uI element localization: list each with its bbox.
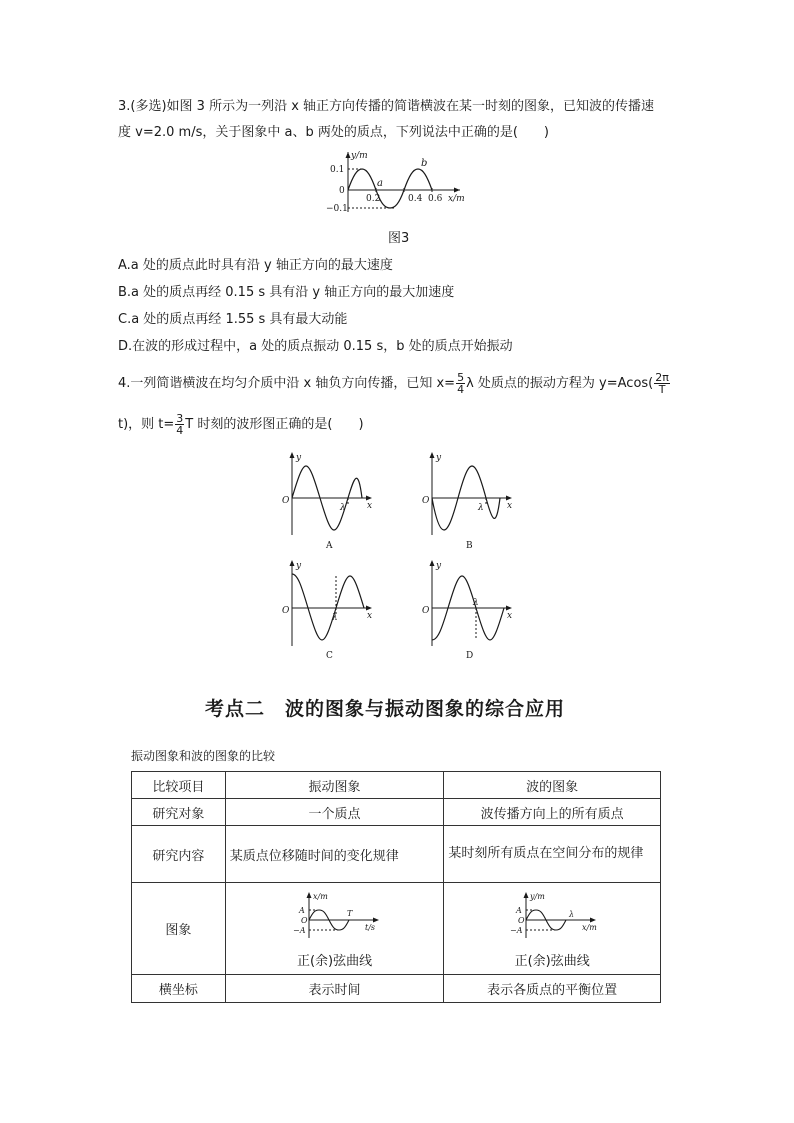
svg-text:A: A [298,906,305,915]
comparison-table [131,771,661,1003]
wave-graph [502,890,602,942]
q3-wave-figure [320,148,480,218]
q4-text-part1: 4.一列简谐横波在均匀介质中沿 x 轴负方向传播，已知 x= [118,376,456,391]
q3-line2: 度 v=2.0 m/s，关于图象中 a、b 两处的质点，下列说法中正确的是( ) [118,125,549,140]
q3-figure-caption: 图3 [388,231,410,246]
section-subtitle: 振动图象和波的图象的比较 [131,749,276,763]
svg-text:O: O [422,606,430,616]
table-cell-vibration-graph [225,883,444,975]
q4-graph-b [418,450,518,550]
q4-line1 [118,372,671,395]
svg-text:x/m: x/m [582,923,597,932]
svg-text:O: O [300,916,308,925]
q4-line2 [118,413,364,436]
q3-fig-tick-neg01: −0.1 [326,204,348,214]
q4-fraction-5-4: $\frac{5}{4}$ [457,371,465,396]
svg-text:t/s: t/s [364,923,375,932]
q4-graph-c-label: C [326,651,333,661]
q4-text-part4: T 时刻的波形图正确的是( ) [185,417,364,432]
wave-graph-caption: 正(余)弦曲线 [514,954,590,969]
q4-fraction-2pi-t: $\frac{2\pi}{T}$ [655,371,669,396]
svg-text:y: y [436,453,442,463]
svg-text:y: y [296,453,302,463]
svg-text:O: O [282,496,290,506]
table-cell: 某时刻所有质点在空间分布的规律 [444,826,661,883]
table-header-cell: 波的图象 [444,772,661,799]
q3-option-c: C.a 处的质点再经 1.55 s 具有最大动能 [118,312,348,327]
svg-text:y: y [436,561,442,571]
q4-fraction-3-4: $\frac{3}{4}$ [176,412,184,437]
svg-text:λ: λ [340,503,346,513]
svg-text:x: x [367,501,373,511]
svg-text:x: x [507,501,513,511]
table-cell: 表示各质点的平衡位置 [444,975,661,1003]
q3-option-a: A.a 处的质点此时具有沿 y 轴正方向的最大速度 [118,258,393,273]
svg-text:λ: λ [332,613,338,623]
section-title: 考点二 波的图象与振动图象的综合应用 [205,698,566,720]
q3-fig-tick-06: 0.6 [428,194,443,204]
svg-text:−A: −A [292,926,306,935]
q4-graph-a [278,450,378,550]
svg-text:x: x [367,611,373,621]
table-cell: 波传播方向上的所有质点 [444,799,661,826]
svg-text:A: A [516,906,522,915]
q4-graph-d-label: D [466,651,474,661]
svg-text:O: O [282,606,290,616]
svg-text:λ: λ [473,598,479,608]
q3-fig-point-b: b [421,158,428,169]
svg-text:λ: λ [478,503,484,513]
svg-text:O: O [518,916,525,925]
vibration-graph [285,890,385,942]
table-cell: 某质点位移随时间的变化规律 [225,826,444,883]
table-row [132,975,661,1003]
table-header-cell: 比较项目 [132,772,226,799]
q3-fig-tick-04: 0.4 [408,194,423,204]
svg-text:x/m: x/m [312,892,328,901]
table-cell: 图象 [132,883,226,975]
vibration-graph-caption: 正(余)弦曲线 [296,954,373,969]
svg-text:T: T [346,909,352,918]
svg-text:y/m: y/m [530,892,545,901]
table-cell: 研究对象 [132,799,226,826]
q4-text-part3: t)，则 t= [118,417,175,432]
svg-text:−A: −A [510,926,523,935]
q3-fig-y-label: y/m [351,151,368,161]
q3-fig-x-label: x/m [448,194,465,204]
table-header-cell: 振动图象 [225,772,444,799]
svg-text:y: y [296,561,302,571]
svg-text:O: O [422,496,430,506]
svg-text:λ: λ [569,910,575,919]
table-cell: 横坐标 [132,975,226,1003]
q4-graph-c [278,558,378,662]
q3-option-d: D.在波的形成过程中，a 处的质点振动 0.15 s，b 处的质点开始振动 [118,339,513,354]
q4-graph-a-label: A [326,541,333,551]
table-header-row [132,772,661,799]
table-cell: 研究内容 [132,826,226,883]
q4-graph-d [418,558,518,662]
table-cell: 一个质点 [225,799,444,826]
svg-text:x: x [507,611,513,621]
q3-option-b: B.a 处的质点再经 0.15 s 具有沿 y 轴正方向的最大加速度 [118,285,455,300]
q3-fig-tick-0: 0 [339,186,345,196]
table-row [132,826,661,883]
table-row [132,799,661,826]
q3-fig-point-a: a [377,178,383,189]
q3-line1: 3.(多选)如图 3 所示为一列沿 x 轴正方向传播的简谐横波在某一时刻的图象，已知波的传播速 [118,99,655,114]
q4-text-part2: λ 处质点的振动方程为 y=Acos( [466,376,654,391]
table-row [132,883,661,975]
q3-fig-tick-02: 0.2 [366,194,381,204]
table-cell-wave-graph [444,883,661,975]
q3-fig-tick-01: 0.1 [330,165,345,175]
table-cell: 表示时间 [225,975,444,1003]
q4-graph-b-label: B [466,541,473,551]
